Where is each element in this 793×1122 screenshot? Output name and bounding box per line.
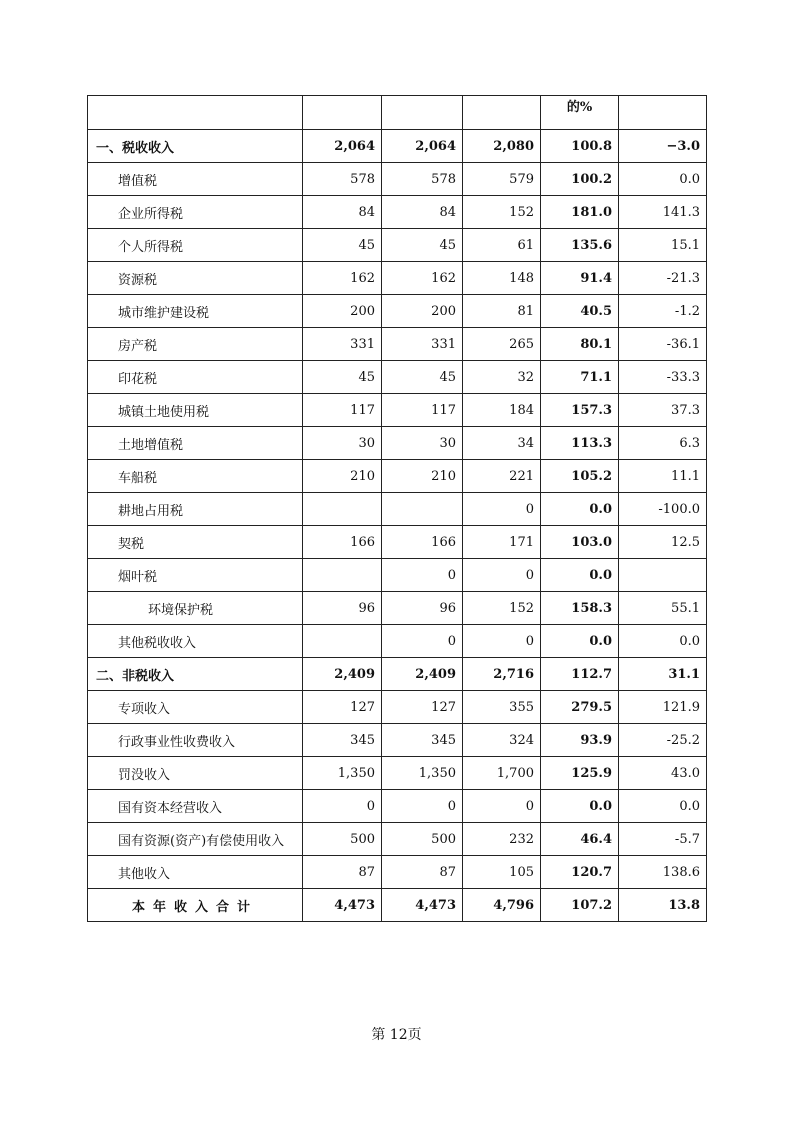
cell-col3: 61 (463, 229, 541, 262)
cell-col2: 331 (382, 328, 463, 361)
cell-percent: 125.9 (541, 757, 619, 790)
cell-col3: 2,716 (463, 658, 541, 691)
cell-col3: 324 (463, 724, 541, 757)
cell-col1: 162 (303, 262, 382, 295)
cell-percent: 158.3 (541, 592, 619, 625)
table-row (88, 130, 707, 163)
cell-col1: 1,350 (303, 757, 382, 790)
cell-change: -1.2 (619, 295, 707, 328)
row-label: 二、非税收入 (88, 658, 303, 691)
revenue-table (87, 95, 707, 922)
row-label: 专项收入 (88, 691, 303, 724)
cell-change: 11.1 (619, 460, 707, 493)
cell-col2: 2,064 (382, 130, 463, 163)
cell-col2: 578 (382, 163, 463, 196)
table-row (88, 229, 707, 262)
row-label: 土地增值税 (88, 427, 303, 460)
cell-col1: 2,064 (303, 130, 382, 163)
cell-change: -36.1 (619, 328, 707, 361)
cell-change: 43.0 (619, 757, 707, 790)
row-label: 一、税收收入 (88, 130, 303, 163)
cell-col1: 96 (303, 592, 382, 625)
cell-change: 121.9 (619, 691, 707, 724)
cell-col1: 84 (303, 196, 382, 229)
total-col1: 4,473 (303, 889, 382, 922)
cell-percent: 100.2 (541, 163, 619, 196)
header-cell-name (88, 96, 303, 130)
table-row (88, 724, 707, 757)
cell-col1: 45 (303, 361, 382, 394)
cell-col3: 152 (463, 196, 541, 229)
cell-change: -33.3 (619, 361, 707, 394)
header-cell-col6 (619, 96, 707, 130)
row-label: 其他税收收入 (88, 625, 303, 658)
cell-change: 0.0 (619, 790, 707, 823)
cell-col1 (303, 559, 382, 592)
cell-percent: 91.4 (541, 262, 619, 295)
cell-change: 6.3 (619, 427, 707, 460)
row-label: 房产税 (88, 328, 303, 361)
row-label: 国有资本经营收入 (88, 790, 303, 823)
total-col2: 4,473 (382, 889, 463, 922)
cell-col3: 221 (463, 460, 541, 493)
cell-col1: 45 (303, 229, 382, 262)
cell-col2: 1,350 (382, 757, 463, 790)
header-cell-col3 (463, 96, 541, 130)
row-label: 耕地占用税 (88, 493, 303, 526)
cell-col2: 0 (382, 790, 463, 823)
cell-col1 (303, 625, 382, 658)
table-row (88, 757, 707, 790)
cell-col1: 331 (303, 328, 382, 361)
cell-col3: 105 (463, 856, 541, 889)
cell-col2: 30 (382, 427, 463, 460)
cell-percent: 40.5 (541, 295, 619, 328)
cell-change: −3.0 (619, 130, 707, 163)
total-change: 13.8 (619, 889, 707, 922)
cell-percent: 105.2 (541, 460, 619, 493)
cell-col2: 200 (382, 295, 463, 328)
revenue-table-body (88, 96, 707, 922)
cell-col3: 148 (463, 262, 541, 295)
cell-percent: 93.9 (541, 724, 619, 757)
cell-col1: 200 (303, 295, 382, 328)
cell-percent: 80.1 (541, 328, 619, 361)
row-label: 个人所得税 (88, 229, 303, 262)
cell-col2: 345 (382, 724, 463, 757)
cell-col2: 87 (382, 856, 463, 889)
cell-col3: 0 (463, 493, 541, 526)
table-row (88, 526, 707, 559)
page-number: 第 12页 (371, 1027, 422, 1043)
cell-change: 12.5 (619, 526, 707, 559)
row-label: 行政事业性收费收入 (88, 724, 303, 757)
header-cell-percent: 的% (541, 96, 619, 130)
cell-col3: 184 (463, 394, 541, 427)
cell-change: -100.0 (619, 493, 707, 526)
cell-col1: 578 (303, 163, 382, 196)
cell-col1: 0 (303, 790, 382, 823)
table-row (88, 691, 707, 724)
cell-percent: 112.7 (541, 658, 619, 691)
table-row (88, 361, 707, 394)
cell-change: -21.3 (619, 262, 707, 295)
cell-percent: 0.0 (541, 625, 619, 658)
cell-col2: 210 (382, 460, 463, 493)
cell-col1 (303, 493, 382, 526)
row-label: 城市维护建设税 (88, 295, 303, 328)
cell-col1: 210 (303, 460, 382, 493)
cell-col2: 0 (382, 625, 463, 658)
table-row (88, 493, 707, 526)
total-row (88, 889, 707, 922)
cell-col3: 152 (463, 592, 541, 625)
row-label: 资源税 (88, 262, 303, 295)
row-label: 契税 (88, 526, 303, 559)
cell-col2: 84 (382, 196, 463, 229)
row-label: 增值税 (88, 163, 303, 196)
header-cell-col1 (303, 96, 382, 130)
table-row (88, 856, 707, 889)
cell-col1: 500 (303, 823, 382, 856)
cell-percent: 0.0 (541, 559, 619, 592)
cell-percent: 46.4 (541, 823, 619, 856)
cell-percent: 113.3 (541, 427, 619, 460)
cell-col3: 0 (463, 790, 541, 823)
row-label: 国有资源(资产)有偿使用收入 (88, 823, 303, 856)
table-row (88, 427, 707, 460)
cell-col3: 0 (463, 625, 541, 658)
cell-col2: 2,409 (382, 658, 463, 691)
table-row (88, 658, 707, 691)
cell-col3: 171 (463, 526, 541, 559)
cell-change: 138.6 (619, 856, 707, 889)
table-row (88, 394, 707, 427)
row-label: 其他收入 (88, 856, 303, 889)
cell-col3: 32 (463, 361, 541, 394)
table-row (88, 262, 707, 295)
cell-col3: 265 (463, 328, 541, 361)
cell-col2: 117 (382, 394, 463, 427)
row-label: 企业所得税 (88, 196, 303, 229)
cell-change: 0.0 (619, 625, 707, 658)
table-row (88, 163, 707, 196)
table-row (88, 460, 707, 493)
cell-col2: 96 (382, 592, 463, 625)
cell-col3: 0 (463, 559, 541, 592)
cell-percent: 120.7 (541, 856, 619, 889)
cell-col3: 355 (463, 691, 541, 724)
cell-percent: 181.0 (541, 196, 619, 229)
table-row (88, 196, 707, 229)
table-header-row (88, 96, 707, 130)
cell-col2: 127 (382, 691, 463, 724)
cell-col2: 162 (382, 262, 463, 295)
row-label: 环境保护税 (88, 592, 303, 625)
cell-change: 0.0 (619, 163, 707, 196)
cell-col2: 500 (382, 823, 463, 856)
cell-col3: 1,700 (463, 757, 541, 790)
cell-percent: 71.1 (541, 361, 619, 394)
cell-change: 55.1 (619, 592, 707, 625)
cell-percent: 157.3 (541, 394, 619, 427)
row-label: 车船税 (88, 460, 303, 493)
row-label: 印花税 (88, 361, 303, 394)
cell-percent: 100.8 (541, 130, 619, 163)
cell-change: 31.1 (619, 658, 707, 691)
cell-col1: 345 (303, 724, 382, 757)
cell-percent: 279.5 (541, 691, 619, 724)
cell-col1: 117 (303, 394, 382, 427)
cell-col1: 2,409 (303, 658, 382, 691)
row-label: 城镇土地使用税 (88, 394, 303, 427)
cell-col1: 30 (303, 427, 382, 460)
cell-percent: 0.0 (541, 790, 619, 823)
table-row (88, 625, 707, 658)
cell-col2: 166 (382, 526, 463, 559)
cell-change: 37.3 (619, 394, 707, 427)
cell-col3: 34 (463, 427, 541, 460)
header-cell-col2 (382, 96, 463, 130)
cell-change: 141.3 (619, 196, 707, 229)
total-col3: 4,796 (463, 889, 541, 922)
row-label: 烟叶税 (88, 559, 303, 592)
cell-col1: 127 (303, 691, 382, 724)
table-row (88, 823, 707, 856)
table-row (88, 295, 707, 328)
cell-col1: 87 (303, 856, 382, 889)
cell-change: -5.7 (619, 823, 707, 856)
cell-col2: 45 (382, 229, 463, 262)
table-row (88, 559, 707, 592)
row-label: 罚没收入 (88, 757, 303, 790)
total-label: 本年收入合计 (88, 889, 303, 922)
cell-percent: 0.0 (541, 493, 619, 526)
cell-col3: 2,080 (463, 130, 541, 163)
cell-col3: 81 (463, 295, 541, 328)
cell-col1: 166 (303, 526, 382, 559)
cell-col2: 0 (382, 559, 463, 592)
cell-col3: 232 (463, 823, 541, 856)
cell-percent: 103.0 (541, 526, 619, 559)
table-row (88, 328, 707, 361)
total-percent: 107.2 (541, 889, 619, 922)
cell-percent: 135.6 (541, 229, 619, 262)
cell-change: -25.2 (619, 724, 707, 757)
cell-col2: 45 (382, 361, 463, 394)
table-row (88, 790, 707, 823)
cell-col2 (382, 493, 463, 526)
table-row (88, 592, 707, 625)
cell-col3: 579 (463, 163, 541, 196)
cell-change: 15.1 (619, 229, 707, 262)
cell-change (619, 559, 707, 592)
